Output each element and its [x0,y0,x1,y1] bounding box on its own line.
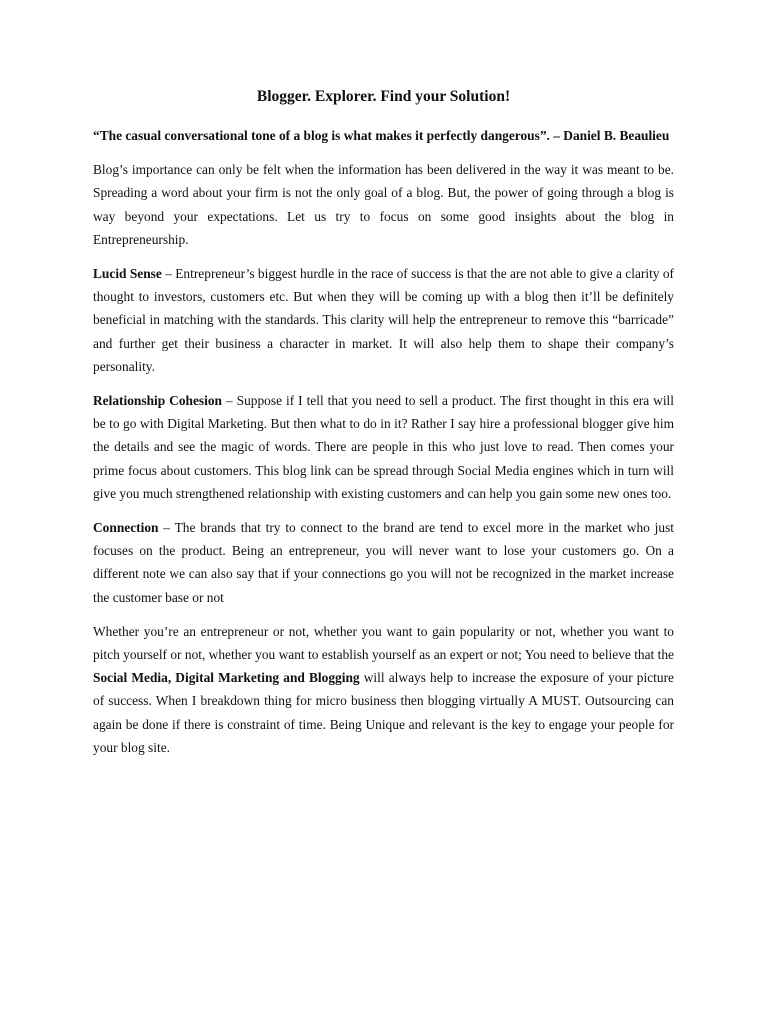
section-separator: – [158,520,175,536]
section-separator: – [221,393,237,409]
closing-text-before: Whether you’re an entrepreneur or not, whether you want to gain popularity or not, whether you want to pitch yourself or not, whether you want to establish yourself as an expert or not; You need to believe that the [93,623,674,663]
section-heading: Lucid Sense [93,266,162,282]
section-separator: – [161,266,176,282]
section-text: The brands that try to connect to the brand are tend to excel more in the market who just focuses on the product. Being an entrepreneur, you will never want to lose your customers go. On a different note we can also say that if your connections go you will not be recognized in the market increase the customer base or not [93,520,674,605]
section-text: Suppose if I tell that you need to sell a product. The first thought in this era will be to go with Digital Marketing. But then what to do in it? Rather I say hire a professional blogger give him the details and see the magic of words. There are people in this who just love to read. Then comes your prime focus about customers. This blog link can be spread through Social Media engines which in turn will give you much strengthened relationship with existing customers and can help you gain some new ones too. [93,393,674,501]
section-text: Entrepreneur’s biggest hurdle in the race of success is that the are not able to give a clarity of thought to investors, customers etc. But when they will be coming up with a blog then it’ll be definitely beneficial in matching with the standards. This clarity will help the entrepreneur to remove this “barricade” and further get their business a character in market. It will also help them to shape their company’s personality. [93,266,675,374]
section-lucid-sense [93,262,674,378]
closing-text-after: will always help to increase the exposure of your picture of success. When I breakdown thing for micro business then blogging virtually A MUST. Outsourcing can again be done if there is constraint of time. Being Unique and relevant is the key to engage your people for your blog site. [93,670,674,755]
document-page [93,86,674,770]
section-relationship-cohesion [93,389,674,505]
opening-quote: “The casual conversational tone of a blog is what makes it perfectly dangerous”. – Daniel B. Beaulieu [93,128,670,143]
document-title: Blogger. Explorer. Find your Solution! [256,88,511,105]
section-connection [93,516,674,609]
section-heading: Relationship Cohesion [93,393,222,409]
section-heading: Connection [93,520,159,536]
intro-paragraph: Blog’s importance can only be felt when the information has been delivered in the way it was meant to be. Spreading a word about your firm is not the only goal of a blog. But, the power of going through a blog is way beyond your expectations. Let us try to focus on some good insights about the blog in Entrepreneurship. [93,162,674,247]
closing-emphasis: Social Media, Digital Marketing and Blogging [93,670,360,686]
closing-paragraph [93,620,674,759]
